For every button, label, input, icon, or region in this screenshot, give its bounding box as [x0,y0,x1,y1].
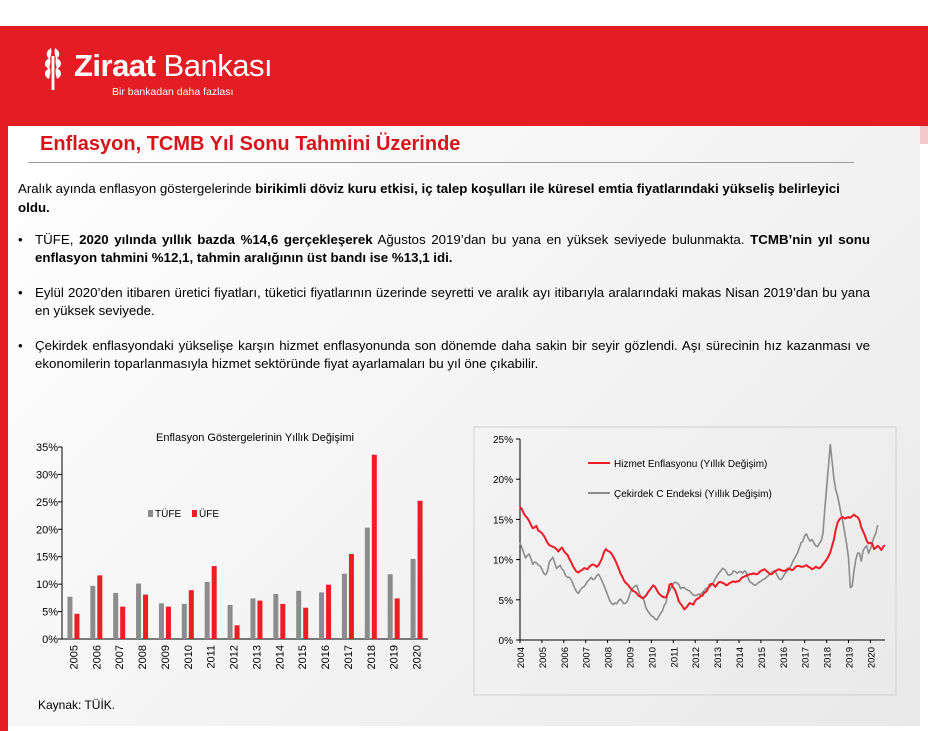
x-tick-label: 2005 [537,647,549,669]
legend-label: Çekirdek C Endeksi (Yıllık Değişim) [614,489,772,500]
brand-tagline: Bir bankadan daha fazlası [112,86,234,98]
legend-swatch [192,510,197,517]
bar-ufe [143,595,148,639]
bar-tufe [90,586,95,639]
bar-tufe [365,528,370,639]
bar-tufe [273,594,278,639]
x-tick-label: 2006 [559,647,571,669]
left-red-border [0,126,8,731]
y-tick-label: 20% [492,475,513,487]
bar-tufe [182,604,187,639]
x-tick-label: 2020 [866,647,878,669]
bullet-ufe: • Eylül 2020’den itibaren üretici fiyatları, tüketici fiyatlarının üzerinde seyretti ve aralık ayı itibarıyla aralarındaki makas Nisan 2019’dan bu yana en yüksek seviyede. [18,285,870,318]
bar-tufe [342,574,347,639]
x-tick-label: 2014 [274,645,287,670]
x-tick-label: 2016 [320,645,333,670]
legend-label: TÜFE [155,509,182,520]
bar-ufe [97,575,102,639]
bar-ufe [349,554,354,639]
y-tick-label: 5% [42,606,58,619]
x-tick-label: 2011 [669,647,681,668]
x-tick-label: 2012 [691,647,703,669]
bar-ufe [74,614,79,639]
bar-tufe [228,605,233,639]
bullet-dot: • [18,338,23,353]
x-tick-label: 2009 [625,647,637,669]
bar-tufe [296,591,301,639]
bar-tufe [113,593,118,639]
bar-ufe [326,585,331,639]
y-tick-label: 20% [35,524,58,537]
y-tick-label: 30% [35,469,58,482]
bullet-tufe: • TÜFE, 2020 yılında yıllık bazda %14,6 gerçekleşerek Ağustos 2019’dan bu yana en yüksek seviyede bulunmakta. TCMB’nin yıl sonu enflasyon tahmini %12,1, tahmin aralığının üst bandı ise %13,1 idi. [18,232,870,265]
bar-tufe [136,584,141,639]
x-tick-label: 2017 [800,647,812,669]
bar-ufe [395,598,400,639]
x-tick-label: 2019 [844,647,856,669]
bar-tufe [388,574,393,639]
chart-title: Enflasyon Göstergelerinin Yıllık Değişimi [156,432,354,444]
x-tick-label: 2019 [388,645,401,670]
x-tick-label: 2015 [297,645,310,670]
x-tick-label: 2007 [581,647,593,669]
y-tick-label: 25% [35,496,58,509]
bar-ufe [418,501,423,639]
x-tick-label: 2010 [647,647,659,669]
x-tick-label: 2016 [778,647,790,669]
bar-ufe [189,590,194,639]
y-tick-label: 0% [42,634,58,646]
x-tick-label: 2009 [159,645,172,670]
bar-ufe [120,607,125,639]
intro-paragraph: Aralık ayında enflasyon göstergelerinde birikimli döviz kuru etkisi, iç talep koşulları ile küresel emtia fiyatlarındaki yükseliş belirleyici oldu. [18,181,840,215]
y-tick-label: 5% [498,595,513,607]
y-tick-label: 10% [492,555,513,567]
y-tick-label: 10% [35,579,58,592]
legend-swatch [148,510,153,517]
legend-label: Hizmet Enflasyonu (Yıllık Değişim) [614,459,768,470]
x-tick-label: 2015 [756,647,768,669]
top-white-strip [0,0,928,26]
bar-ufe [212,566,217,639]
x-tick-label: 2017 [342,645,355,670]
x-tick-label: 2010 [182,645,195,670]
y-tick-label: 35% [35,442,58,454]
x-tick-label: 2008 [603,647,615,669]
line-chart [470,425,900,700]
bar-tufe [205,582,210,639]
series-line-services [520,507,885,609]
x-tick-label: 2018 [822,647,834,669]
title-divider [28,162,854,163]
bar-tufe [67,597,72,639]
x-tick-label: 2007 [114,645,127,670]
x-tick-label: 2013 [713,647,725,669]
y-tick-label: 15% [492,515,513,527]
x-tick-label: 2018 [365,645,378,670]
bar-chart [20,422,450,692]
x-tick-label: 2014 [735,647,746,669]
y-tick-label: 15% [35,551,58,564]
page-title: Enflasyon, TCMB Yıl Sonu Tahmini Üzerinde [40,133,461,155]
x-tick-label: 2011 [205,645,218,669]
bar-ufe [235,625,240,639]
y-tick-label: 0% [498,636,513,647]
x-tick-label: 2008 [137,645,150,670]
bullet-dot: • [18,232,23,247]
y-tick-label: 25% [492,435,513,446]
bar-ufe [372,455,377,639]
bar-ufe [280,604,285,639]
bullet-core: • Çekirdek enflasyondaki yükselişe karşın hizmet enflasyonunda son dönemde daha sakin bir seyir gözlendi. Aşı sürecinin hız kazanması ve ekonomilerin toparlanmasıyla hizmet sektöründe fiyat ayarlamaları bu yıl öne çıkabilir. [18,338,870,371]
x-tick-label: 2020 [411,645,424,670]
brand-name: Ziraat Bankası [74,48,273,83]
source-note: Kaynak: TÜİK. [38,698,116,712]
legend-label: ÜFE [199,509,219,520]
bar-tufe [411,559,416,639]
bar-tufe [319,592,324,639]
x-tick-label: 2013 [251,645,264,670]
wheat-logo-icon [40,44,66,94]
series-line-core-c [520,445,878,620]
bar-ufe [166,607,171,639]
x-tick-label: 2005 [68,645,81,670]
bar-ufe [257,601,262,639]
bullet-dot: • [18,285,23,300]
x-tick-label: 2004 [516,647,527,669]
bar-tufe [250,598,255,639]
bar-tufe [159,603,164,639]
x-tick-label: 2006 [91,645,104,670]
bar-ufe [303,608,308,639]
x-tick-label: 2012 [228,645,241,670]
